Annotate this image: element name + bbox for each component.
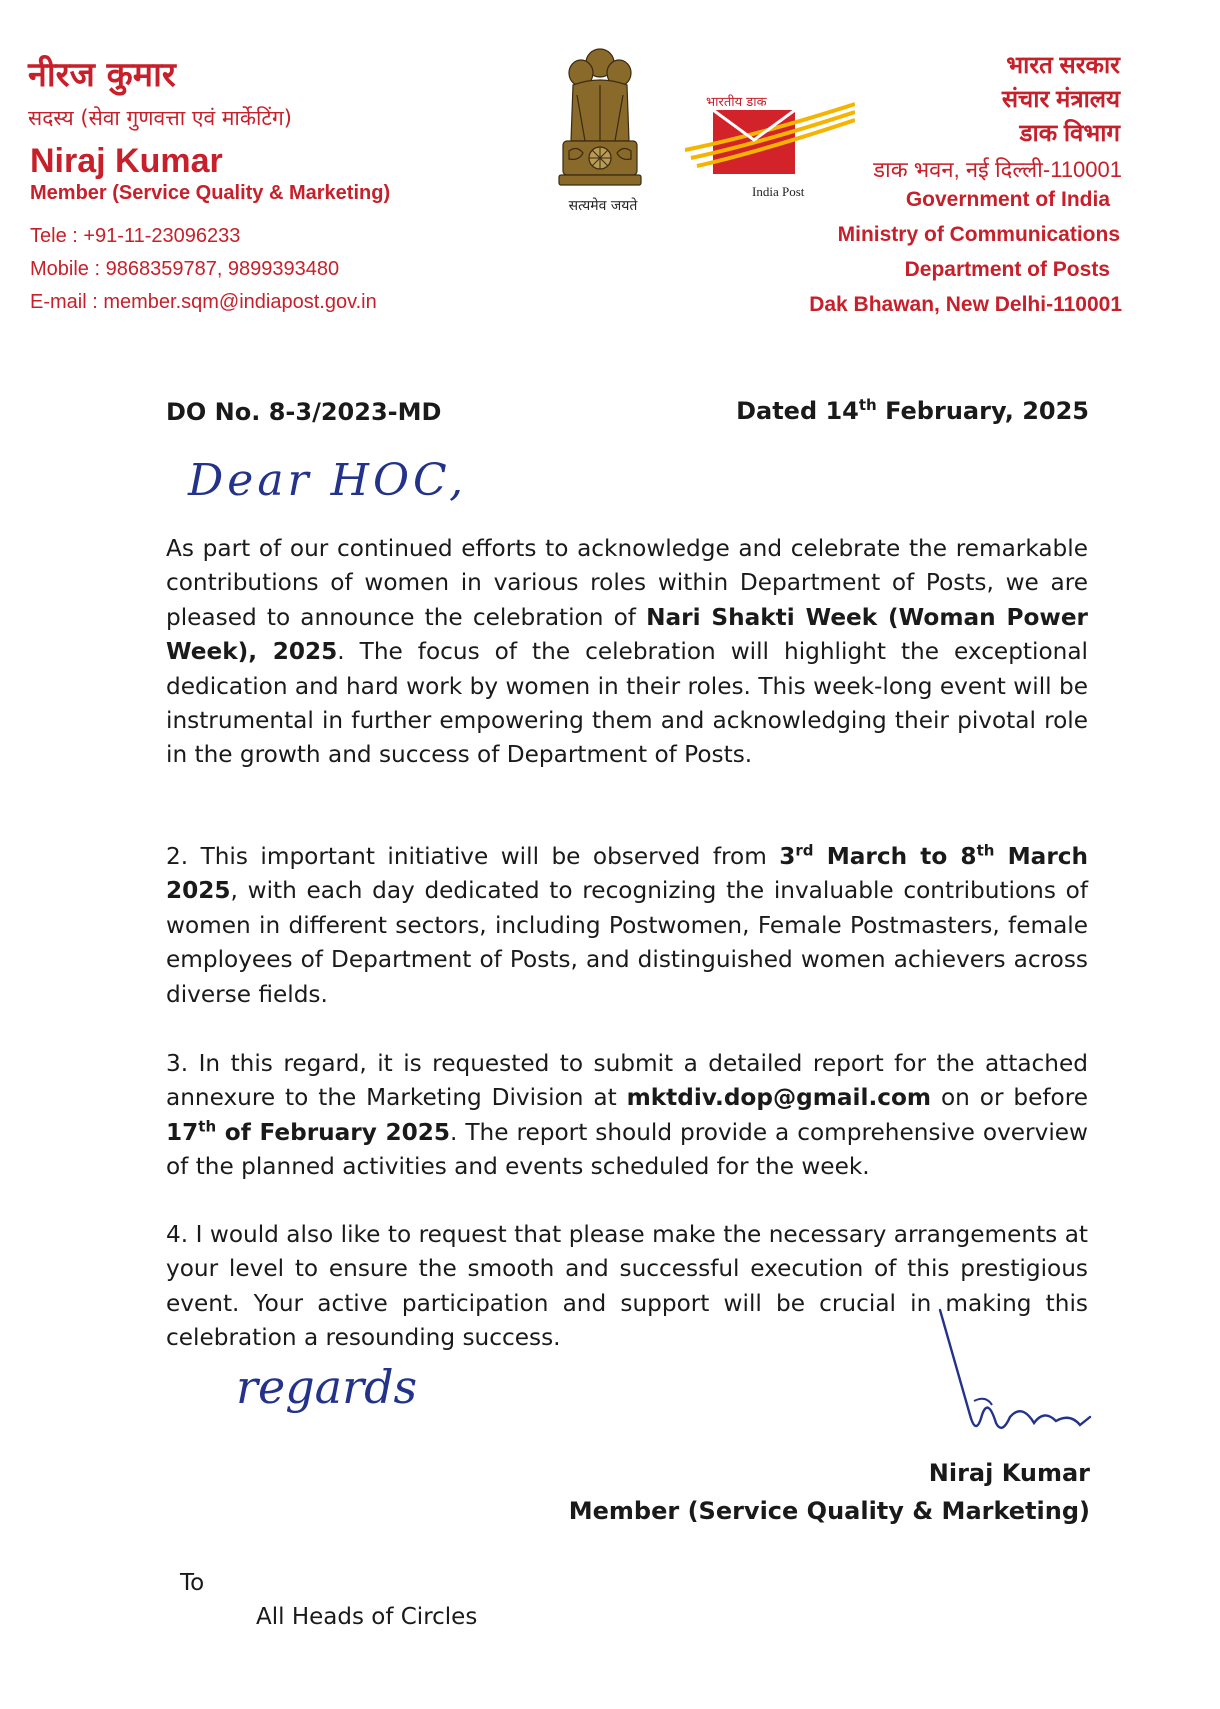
mobile: Mobile : 9868359787, 9899393480 bbox=[30, 258, 340, 280]
marketing-email: mktdiv.dop@gmail.com bbox=[626, 1084, 932, 1112]
paragraph-4: 4. I would also like to request that please make the necessary arrangements at your level to ensure the smooth and successful execution of this prestigious event. Your active participation and support will be crucial in making this celebration a resounding success. bbox=[166, 1221, 1088, 1352]
paragraph-1: As part of our continued efforts to acknowledge and celebrate the remarkable contributions of women in various roles within Department of Posts, we are pleased to announce the celebration of Nari Shakti Week (Woman Power Week), 2025. The focus of the celebration will highlight the exceptional dedication and hard work by women in their roles. This week-long event will be instrumental in further empowering them and acknowledging their pivotal role in the growth and success of Department of Posts. bbox=[166, 535, 1088, 769]
signatory-name: Niraj Kumar bbox=[928, 1459, 1090, 1487]
right-line-5: Government of India bbox=[905, 188, 1110, 211]
logo-english-text: India Post bbox=[752, 184, 805, 199]
hindi-designation: सदस्य (सेवा गुणवत्ता एवं मार्केटिंग) bbox=[28, 106, 292, 130]
email: E-mail : member.sqm@indiapost.gov.in bbox=[30, 291, 377, 313]
right-line-7: Department of Posts bbox=[904, 258, 1110, 281]
hindi-name: नीरज कुमार bbox=[28, 55, 176, 95]
salutation: Dear HOC, bbox=[188, 455, 468, 506]
telephone: Tele : +91-11-23096233 bbox=[30, 225, 241, 247]
right-line-3: डाक विभाग bbox=[1019, 120, 1120, 147]
emblem-motto: सत्यमेव जयते bbox=[568, 198, 638, 214]
do-number: DO No. 8-3/2023-MD bbox=[166, 398, 442, 426]
handwritten-regards: regards bbox=[236, 1360, 418, 1414]
right-line-1: भारत सरकार bbox=[1006, 52, 1120, 79]
paragraph-3: 3. In this regard, it is requested to submit a detailed report for the attached annexure to the Marketing Division at mktdiv.dop@gmail.com on or before 17th of February 2025. The report should provide a comprehensive overview of the planned activities and events scheduled for the week. bbox=[166, 1050, 1088, 1181]
right-line-4: डाक भवन, नई दिल्ली-110001 bbox=[873, 157, 1122, 182]
paragraph-2: 2. This important initiative will be observed from 3rd March to 8th March 2025, with each day dedicated to recognizing the invaluable contributions of women in different sectors, including Postwomen, Female Postmasters, female employees of Department of Posts, and distinguished women achievers across diverse fields. bbox=[166, 841, 1089, 1008]
letter-date: Dated 14th February, 2025 bbox=[736, 396, 1089, 425]
signatory-designation: Member (Service Quality & Marketing) bbox=[568, 1497, 1090, 1525]
right-line-6: Ministry of Communications bbox=[837, 223, 1120, 246]
right-line-8: Dak Bhawan, New Delhi-110001 bbox=[809, 293, 1122, 316]
signature-icon bbox=[930, 1305, 1160, 1445]
sender-designation: Member (Service Quality & Marketing) bbox=[30, 182, 391, 204]
addressee: All Heads of Circles bbox=[256, 1604, 478, 1630]
to-label: To bbox=[180, 1570, 205, 1596]
national-emblem-icon bbox=[555, 45, 645, 193]
sender-name: Niraj Kumar bbox=[30, 142, 223, 180]
right-line-2: संचार मंत्रालय bbox=[1001, 86, 1120, 113]
logo-hindi-text: भारतीय डाक bbox=[706, 95, 767, 110]
